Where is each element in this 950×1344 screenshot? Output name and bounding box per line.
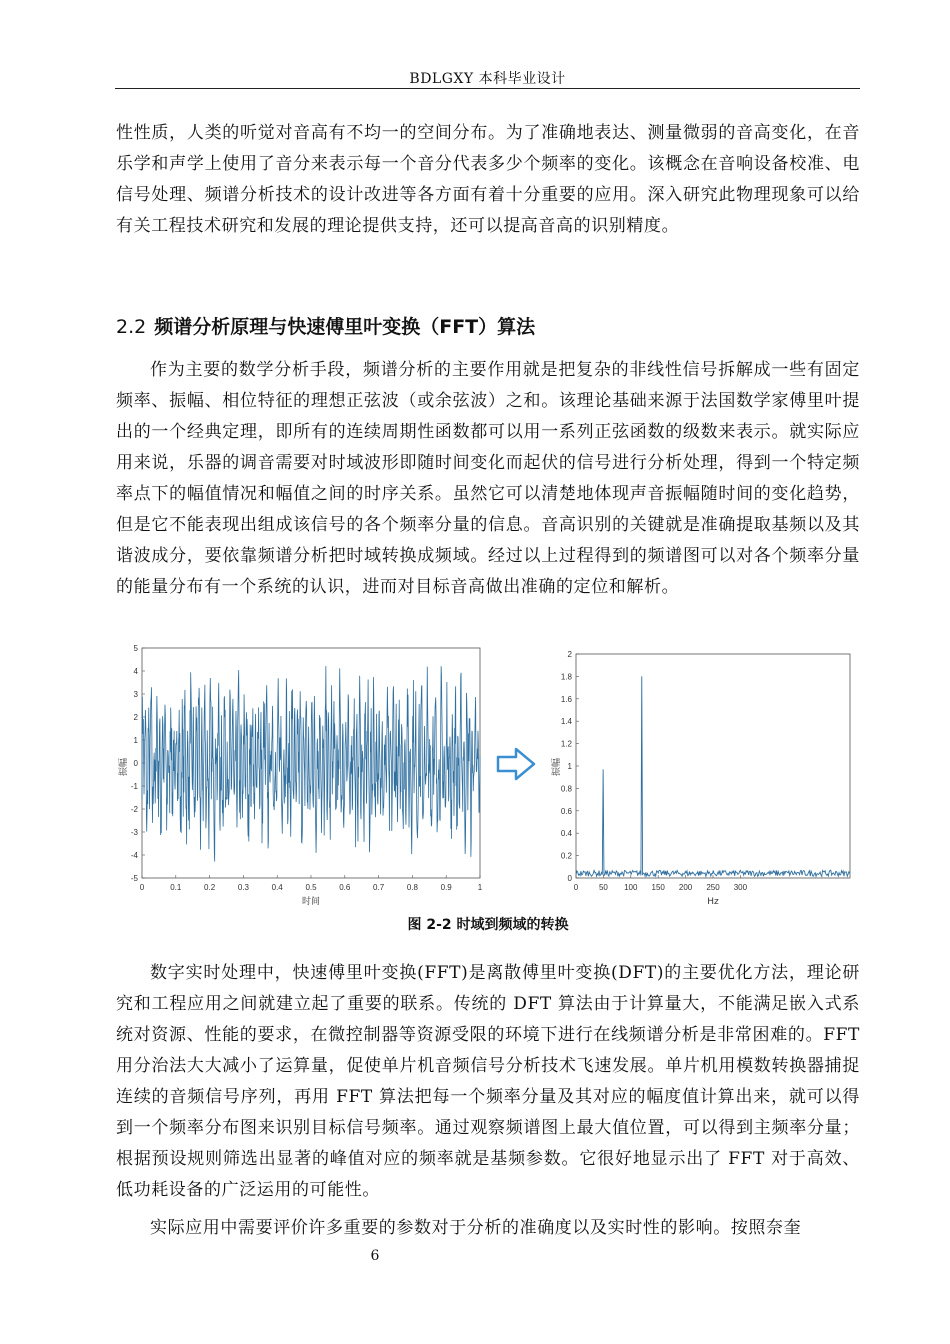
frequency-domain-chart (552, 642, 856, 907)
time-xtick-label: 0.8 (406, 883, 418, 892)
time-xtick-label: 0 (139, 883, 145, 892)
time-xtick-label: 0.6 (339, 883, 351, 892)
freq-ytick-label: 0.4 (560, 829, 572, 839)
time-ytick-label: 5 (133, 644, 138, 653)
freq-ytick-label: 0 (567, 874, 572, 883)
time-domain-chart (116, 642, 486, 907)
freq-ytick-label: 0.8 (560, 784, 572, 794)
freq-ytick-label: 1.2 (560, 739, 572, 749)
time-ytick-label: -3 (130, 828, 138, 837)
header-rule (115, 88, 860, 89)
freq-xtick-label: 200 (678, 883, 693, 892)
paragraph-fft: 数字实时处理中，快速傅里叶变换(FFT)是离散傅里叶变换(DFT)的主要优化方法，理论研究和工程应用之间就建立起了重要的联系。传统的 DFT 算法由于计算量大，不能满足嵌入式系统对资源、性能的要求，在微控制器等资源受限的环境下进行在线频谱分析是非常困难的。FFT 用分治法大大减小了运算量，促使单片机音频信号分析技术飞速发展。单片机用模数转换器捕捉连续的音频信号序列，再用 FFT 算法把每一个频率分量及其对应的幅度值计算出来，就可以得到一个频率分布图来识别目标信号频率。通过观察频谱图上最大值位置，可以得到主频率分量；根据预设规则筛选出显著的峰值对应的频率就是基频参数。它很好地显示出了 FFT 对于高效、低功耗设备的广泛运用的可能性。 (116, 963, 860, 1200)
freq-xlabel: Hz (707, 897, 719, 907)
freq-xtick-label: 150 (651, 883, 665, 892)
freq-xtick-label: 100 (624, 883, 638, 892)
figure-caption: 图 2-2 时域到频域的转换 (407, 917, 569, 933)
paragraph-parameters: 实际应用中需要评价许多重要的参数对于分析的准确度以及实时性的影响。按照奈奎 (150, 1218, 802, 1238)
time-xtick-label: 0.7 (373, 883, 385, 892)
section-heading (116, 312, 860, 339)
time-ytick-label: -2 (130, 805, 138, 814)
time-ytick-label: 4 (133, 667, 138, 676)
figure-time-to-frequency (116, 642, 860, 907)
time-xtick-label: 0.3 (237, 883, 249, 892)
paragraph-spectrum-analysis: 作为主要的数学分析手段，频谱分析的主要作用就是把复杂的非线性信号拆解成一些有固定频率、振幅、相位特征的理想正弦波（或余弦波）之和。该理论基础来源于法国数学家傅里叶提出的一个经典定理，即所有的连续周期性函数都可以用一系列正弦函数的级数来表示。就实际应用来说，乐器的调音需要对时域波形即随时间变化而起伏的信号进行分析处理，得到一个特定频率点下的幅值情况和幅值之间的时序关系。虽然它可以清楚地体现声音振幅随时间的变化趋势，但是它不能表现出组成该信号的各个频率分量的信息。音高识别的关键就是准确提取基频以及其谐波成分，要依靠频谱分析把时域转换成频域。经过以上过程得到的频谱图可以对各个频率分量的能量分布有一个系统的认识，进而对目标音高做出准确的定位和解析。 (116, 360, 860, 597)
page-header: BDLGXY 本科毕业设计 (409, 71, 566, 87)
time-xtick-label: 0.9 (440, 883, 452, 892)
freq-ytick-label: 2 (567, 650, 572, 659)
time-xtick-label: 0.4 (271, 883, 283, 892)
time-xlabel: 时间 (301, 897, 321, 907)
time-xtick-label: 1 (477, 883, 483, 892)
time-ylabel: 振幅 (119, 757, 129, 777)
time-ytick-label: -4 (130, 851, 138, 860)
time-ytick-label: -1 (130, 782, 138, 791)
time-ytick-label: -5 (130, 874, 138, 883)
freq-xtick-label: 50 (598, 883, 608, 892)
freq-ytick-label: 1 (567, 762, 572, 771)
page-number: 6 (370, 1248, 380, 1264)
freq-plot-frame (576, 654, 850, 878)
freq-ytick-label: 0.6 (560, 806, 572, 816)
freq-ylabel: 振幅 (552, 757, 562, 777)
freq-xtick-label: 300 (733, 883, 748, 892)
right-arrow-icon (496, 747, 536, 781)
freq-ytick-label: 1.8 (560, 672, 572, 682)
section-number: 2.2 (116, 316, 147, 338)
time-xtick-label: 0.2 (204, 883, 216, 892)
time-ytick-label: 2 (133, 713, 138, 722)
time-xtick-label: 0.5 (305, 883, 317, 892)
freq-xtick-label: 250 (706, 883, 720, 892)
time-ytick-label: 3 (133, 690, 138, 699)
time-ytick-label: 1 (133, 736, 138, 745)
freq-ytick-label: 0.2 (560, 851, 572, 861)
section-title-text: 频谱分析原理与快速傅里叶变换（FFT）算法 (154, 316, 536, 338)
time-xtick-label: 0.1 (170, 883, 182, 892)
paragraph-intro-continuation: 性性质，人类的听觉对音高有不均一的空间分布。为了准确地表达、测量微弱的音高变化，在音乐学和声学上使用了音分来表示每一个音分代表多少个频率的变化。该概念在音响设备校准、电信号处理、频谱分析技术的设计改进等各方面有着十分重要的应用。深入研究此物理现象可以给有关工程技术研究和发展的理论提供支持，还可以提高音高的识别精度。 (116, 123, 860, 236)
freq-xtick-label: 0 (573, 883, 579, 892)
freq-ytick-label: 1.6 (560, 694, 572, 704)
time-ytick-label: 0 (133, 759, 138, 768)
freq-ytick-label: 1.4 (560, 717, 572, 727)
